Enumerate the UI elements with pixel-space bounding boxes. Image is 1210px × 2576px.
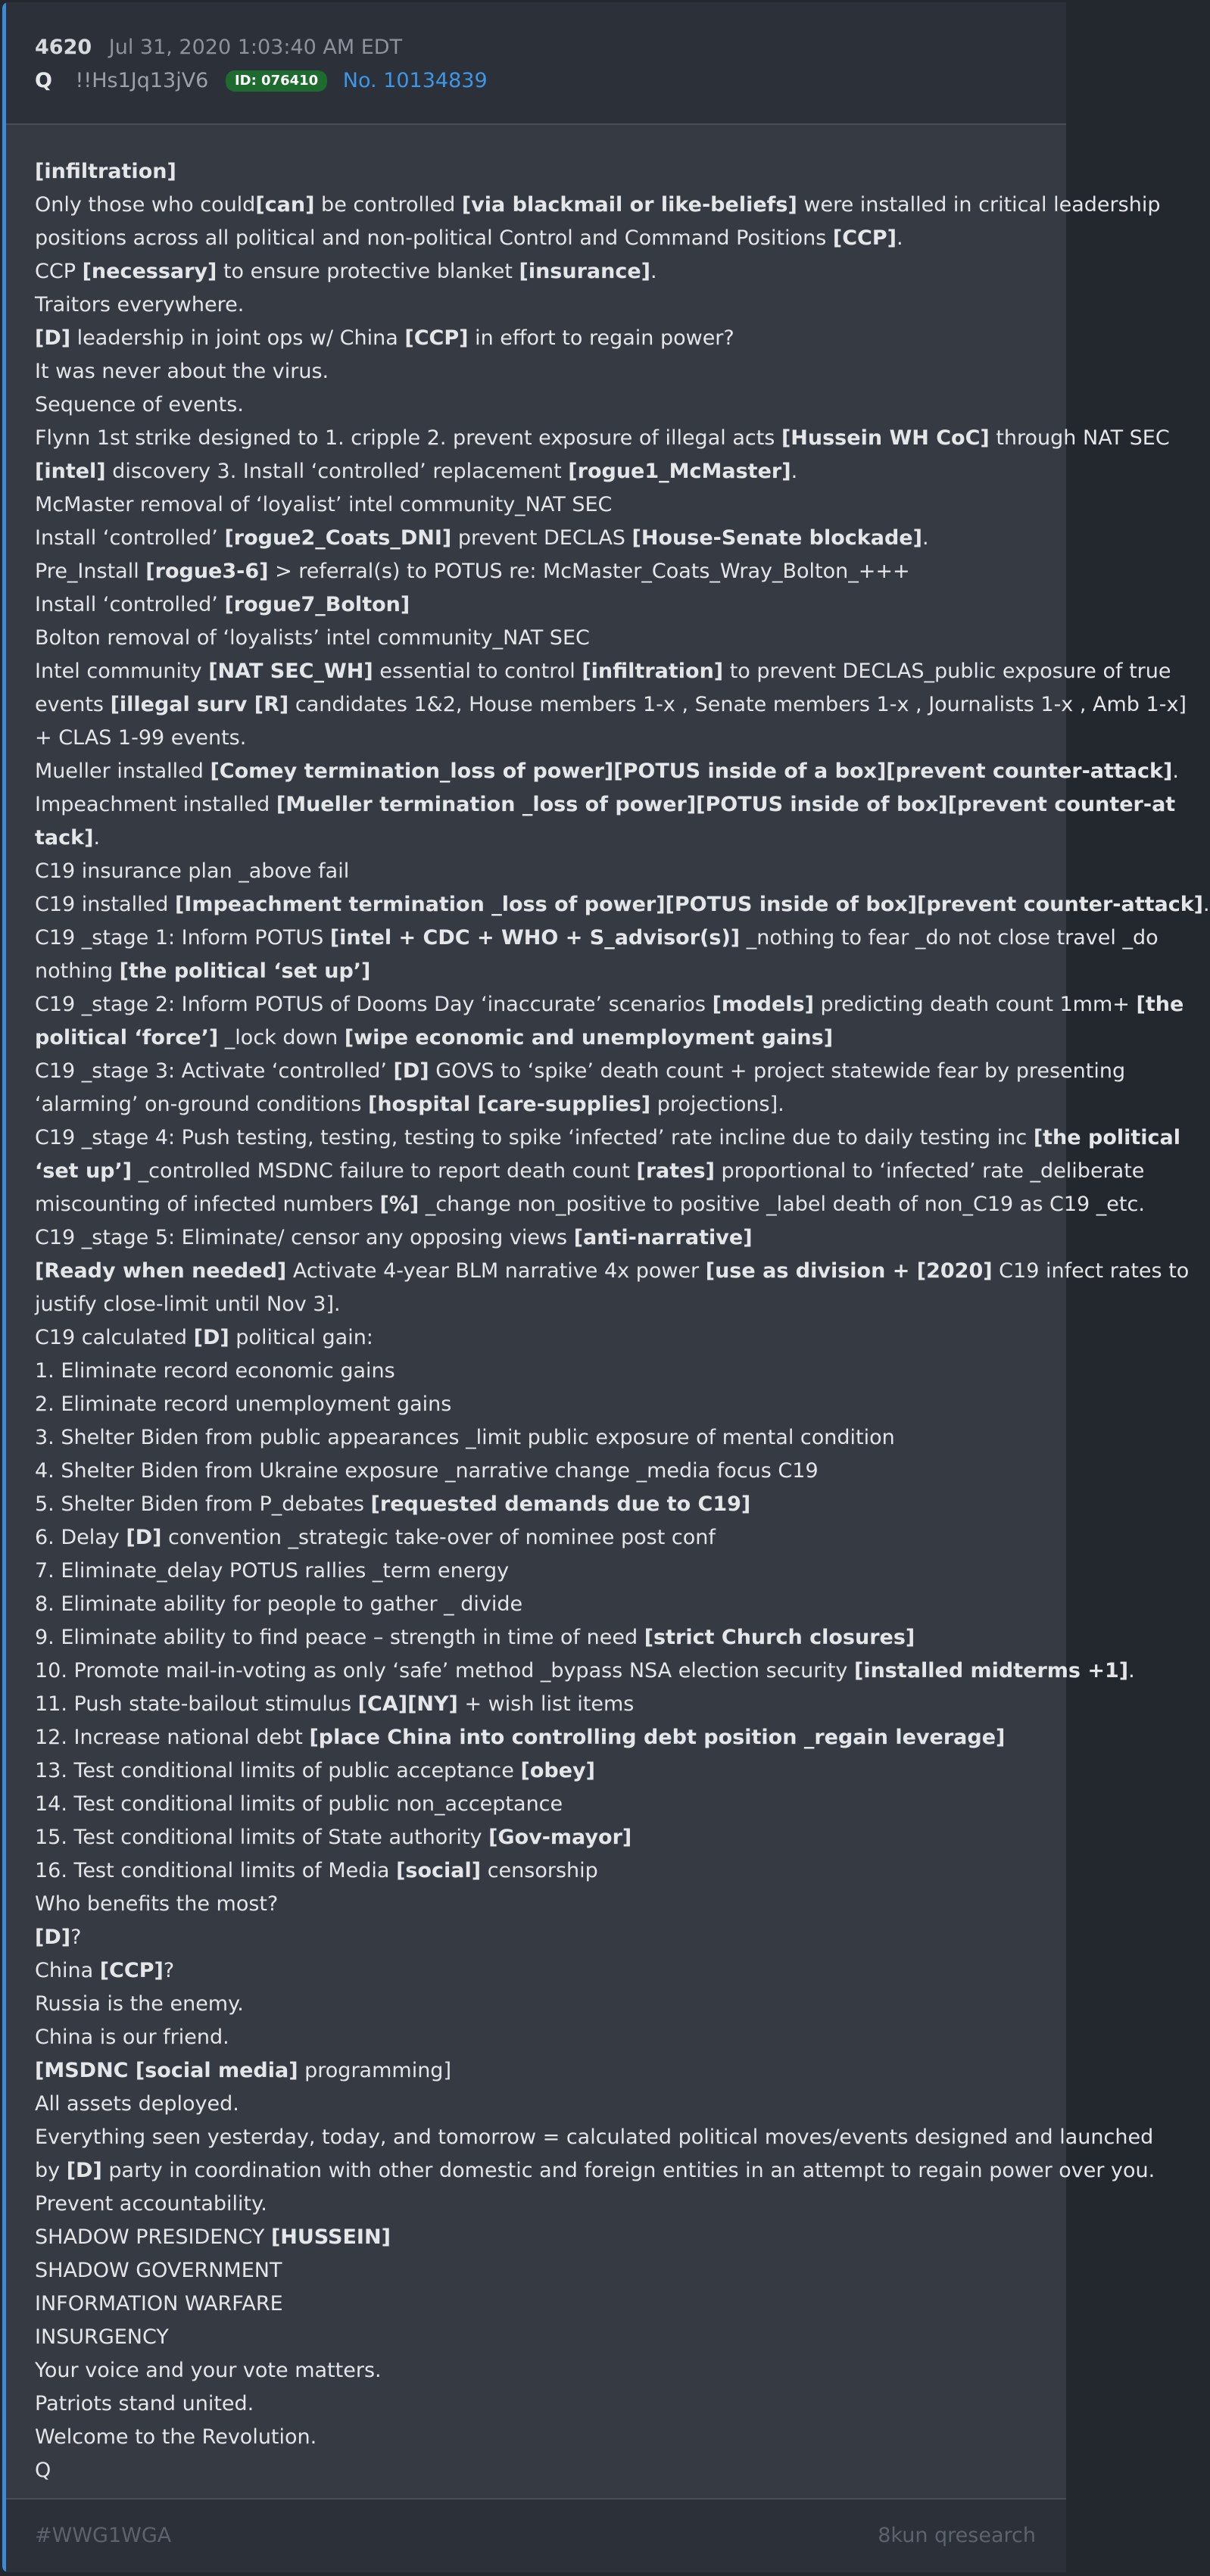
text-segment: GOVS to ‘spike’ death count + project statewide fear by presenting [429,1059,1126,1083]
bold-text-segment: [intel] [35,460,106,483]
message-line [35,2387,1049,2421]
message-line [35,1021,1049,1055]
message-line [35,2321,1049,2354]
message-line [35,1221,1049,1255]
text-segment: Q [35,2459,51,2482]
message-line [35,255,1049,288]
text-segment: _lock down [218,1026,345,1049]
text-segment: C19 _stage 5: Eliminate/ censor any opposing views [35,1226,574,1249]
message-line [35,2154,1155,2188]
message-line [35,155,1049,189]
bold-text-segment: [Mueller termination _loss of power][POTUS inside of box][prevent counter-at [276,793,1176,816]
post-body [35,155,1210,2487]
text-segment: Who benefits the most? [35,1892,279,1916]
message-line [35,655,1171,688]
message-line [35,622,1049,655]
message-line [35,1188,1145,1221]
message-line [35,422,1170,455]
bold-text-segment: [House-Senate blockade] [632,526,922,550]
text-segment: C19 installed [35,893,175,916]
text-segment: Pre_Install [35,560,146,583]
message-line [35,2354,1049,2387]
message-line [35,1088,1049,1121]
bold-text-segment: political ‘force’] [35,1026,219,1049]
text-segment: discovery 3. Install ‘controlled’ replacement [105,460,569,483]
text-segment: Traitors everywhere. [35,293,245,317]
text-segment: were installed in critical leadership [797,193,1161,217]
message-line [35,688,1187,722]
bold-text-segment: [D] [35,1926,71,1949]
author-name: Q [35,69,52,92]
text-segment: ? [163,1959,175,1982]
message-line [35,1121,1181,1155]
text-segment: 4. Shelter Biden from Ukraine exposure _narrative change _media focus C19 [35,1459,819,1483]
message-line [35,2021,1049,2054]
bold-text-segment: [the [1136,993,1184,1016]
bold-text-segment: [the political ‘set up’] [119,959,371,983]
message-line [35,955,1049,988]
bold-text-segment: [Comey termination_loss of power][POTUS inside of a box][prevent counter-attack] [210,759,1173,783]
message-line [35,555,1049,588]
bold-text-segment: [place China into controlling debt position _regain leverage] [309,1726,1006,1749]
text-segment: . [93,826,101,850]
message-line [35,2088,1049,2121]
bold-text-segment: [rogue3-6] [145,560,269,583]
message-line [35,1421,1049,1455]
text-segment: Your voice and your vote matters. [35,2359,382,2382]
post-number: 4620 [35,36,92,59]
text-segment: miscounting of infected numbers [35,1193,380,1216]
message-line [35,1255,1190,1288]
message-line [35,2454,1049,2487]
text-segment: 11. Push state-bailout stimulus [35,1692,358,1716]
message-line [35,1654,1135,1688]
bold-text-segment: [Ready when needed] [35,1259,287,1283]
text-segment: Bolton removal of ‘loyalists’ intel community_NAT SEC [35,626,590,650]
text-segment: Impeachment installed [35,793,276,816]
bold-text-segment: [HUSSEIN] [270,2225,391,2249]
message-line [35,1055,1126,1088]
text-segment: China [35,1959,100,1982]
text-segment: censorship [481,1859,598,1882]
post-meta-row [35,33,402,63]
text-segment: 10. Promote mail-in-voting as only ‘safe’ method _bypass NSA election security [35,1659,854,1683]
bold-text-segment: [illegal surv [R] [110,693,289,716]
message-line [35,1854,1049,1888]
text-segment: nothing [35,959,120,983]
text-segment: Mueller installed [35,759,211,783]
text-segment: to ensure protective blanket [217,260,519,283]
text-segment: C19 insurance plan _above fail [35,859,350,883]
message-line [35,1355,1049,1388]
bold-text-segment: [%] [379,1193,419,1216]
message-line [35,855,1049,888]
message-line [35,222,1049,255]
message-line [35,1954,1049,1988]
text-segment: . [1128,1659,1135,1683]
text-segment: Intel community [35,660,209,683]
post-link[interactable]: No. 10134839 [342,69,488,92]
text-segment: 15. Test conditional limits of State authority [35,1826,489,1849]
text-segment: to prevent DECLAS_public exposure of true [723,660,1171,683]
message-line [35,1754,1049,1788]
text-segment: justify close-limit until Nov 3]. [35,1293,341,1316]
post-header [6,2,1066,125]
text-segment: + wish list items [457,1692,635,1716]
source-board: 8kun qresearch [878,2524,1036,2547]
message-line [35,1888,1049,1921]
text-segment: 13. Test conditional limits of public acceptance [35,1759,521,1782]
message-line [35,1688,1049,1721]
text-segment: 12. Increase national debt [35,1726,310,1749]
text-segment: . [1172,759,1179,783]
text-segment: positions across all political and non-political Control and Command Positions [35,226,833,250]
text-segment: projections]. [650,1093,784,1116]
text-segment: SHADOW GOVERNMENT [35,2259,282,2282]
text-segment: Patriots stand united. [35,2392,254,2415]
message-line [35,1555,1049,1588]
bold-text-segment: ‘set up’] [35,1159,133,1183]
message-line [35,1588,1049,1621]
text-segment: by [35,2159,67,2182]
text-segment: _nothing to fear _do not close travel _do [740,926,1159,950]
bold-text-segment: [rogue1_McMaster] [568,460,791,483]
message-line [35,755,1179,788]
bold-text-segment: [infiltration] [582,660,724,683]
bold-text-segment: [obey] [520,1759,595,1782]
message-line [35,1521,1049,1555]
bold-text-segment: [infiltration] [35,160,176,183]
text-segment: 7. Eliminate_delay POTUS rallies _term energy [35,1559,510,1583]
text-segment: events [35,693,111,716]
text-segment: 8. Eliminate ability for people to gather _ divide [35,1592,523,1616]
bold-text-segment: [wipe economic and unemployment gains] [344,1026,834,1049]
message-line [35,288,1049,322]
post-card [2,2,1210,2572]
message-line [35,988,1184,1021]
message-line [35,788,1176,822]
text-segment: C19 _stage 2: Inform POTUS of Dooms Day ‘inaccurate’ scenarios [35,993,713,1016]
text-segment: proportional to ‘infected’ rate _deliberate [714,1159,1145,1183]
message-line [35,355,1049,388]
hashtag: #WWG1WGA [35,2524,172,2547]
bold-text-segment: [Hussein WH CoC] [781,426,990,450]
message-line [35,588,1049,622]
text-segment: It was never about the virus. [35,360,329,383]
text-segment: ‘alarming’ on-ground conditions [35,1093,368,1116]
text-segment: Everything seen yesterday, today, and tomorrow = calculated political moves/events designed and launched [35,2125,1154,2149]
bold-text-segment: [D] [35,326,71,350]
text-segment: CCP [35,260,83,283]
text-segment: Russia is the enemy. [35,1992,244,2016]
text-segment: . [896,226,903,250]
bold-text-segment: [D] [126,1526,162,1549]
text-segment: All assets deployed. [35,2092,239,2116]
message-line [35,388,1049,422]
message-line [35,1321,1049,1355]
text-segment: Flynn 1st strike designed to 1. cripple 2. prevent exposure of illegal acts [35,426,781,450]
bold-text-segment: [D] [66,2159,102,2182]
message-line [35,522,1049,555]
bold-text-segment: [social] [396,1859,482,1882]
message-line [35,1788,1049,1821]
text-segment: China is our friend. [35,2026,229,2049]
text-segment: C19 _stage 1: Inform POTUS [35,926,330,950]
text-segment: Prevent accountability. [35,2192,267,2216]
message-line [35,2054,1049,2088]
text-segment: Install ‘controlled’ [35,526,225,550]
text-segment: 2. Eliminate record unemployment gains [35,1392,452,1416]
bold-text-segment: [the political [1033,1126,1181,1149]
message-line [35,2121,1154,2154]
bold-text-segment: tack] [35,826,94,850]
bold-text-segment: [via blackmail or like-beliefs] [461,193,797,217]
bold-text-segment: [requested demands due to C19] [370,1492,751,1516]
text-segment: Install ‘controlled’ [35,593,225,616]
text-segment: . [791,460,798,483]
bold-text-segment: [insurance] [519,260,651,283]
bold-text-segment: [installed midterms +1] [853,1659,1129,1683]
text-segment: C19 _stage 3: Activate ‘controlled’ [35,1059,394,1083]
message-line [35,488,1049,522]
text-segment: 9. Eliminate ability to find peace – strength in time of need [35,1626,644,1649]
text-segment: prevent DECLAS [451,526,632,550]
message-line [35,1288,1049,1321]
message-line [35,1155,1145,1188]
text-segment: . [1203,893,1210,916]
message-line [35,2221,1049,2254]
bold-text-segment: [D] [393,1059,429,1083]
bold-text-segment: [CA][NY] [357,1692,458,1716]
message-line [35,455,1049,488]
text-segment: SHADOW PRESIDENCY [35,2225,271,2249]
text-segment: candidates 1&2, House members 1-x , Senate members 1-x , Journalists 1-x , Amb 1-x] [288,693,1187,716]
bold-text-segment: [anti-narrative] [573,1226,753,1249]
bold-text-segment: [Gov-mayor] [488,1826,632,1849]
text-segment: _controlled MSDNC failure to report death count [132,1159,637,1183]
message-line [35,2254,1049,2288]
message-line [35,888,1210,922]
text-segment: party in coordination with other domestic and foreign entities in an attempt to regain power over you. [101,2159,1155,2182]
message-line [35,1621,1049,1654]
message-line [35,922,1159,955]
text-segment: in effort to regain power? [468,326,734,350]
message-line [35,1455,1049,1488]
text-segment: 3. Shelter Biden from public appearances _limit public exposure of mental condition [35,1426,895,1449]
text-segment: 5. Shelter Biden from P_debates [35,1492,371,1516]
message-line [35,2288,1049,2321]
text-segment: programming] [298,2059,451,2082]
text-segment: Only those who could [35,193,256,217]
text-segment: ? [70,1926,82,1949]
bold-text-segment: [rogue7_Bolton] [224,593,410,616]
message-line [35,1821,1049,1854]
text-segment: Sequence of events. [35,393,244,416]
text-segment: INFORMATION WARFARE [35,2292,283,2316]
text-segment: _change non_positive to positive _label death of non_C19 as C19 _etc. [419,1193,1145,1216]
text-segment: INSURGENCY [35,2325,169,2349]
bold-text-segment: [D] [193,1326,229,1349]
text-segment: > referral(s) to POTUS re: McMaster_Coats_Wray_Bolton_+++ [268,560,910,583]
bold-text-segment: [CCP] [99,1959,164,1982]
message-line [35,1988,1049,2021]
message-line [35,1721,1049,1754]
bold-text-segment: [hospital [care-supplies] [368,1093,651,1116]
bold-text-segment: [can] [255,193,315,217]
text-segment: 14. Test conditional limits of public non_acceptance [35,1792,563,1816]
bold-text-segment: [CCP] [404,326,469,350]
message-line [35,722,1049,755]
message-line [35,322,1049,355]
text-segment: Welcome to the Revolution. [35,2425,317,2449]
text-segment: predicting death count 1mm+ [813,993,1137,1016]
text-segment: 1. Eliminate record economic gains [35,1359,395,1383]
tripcode: !!Hs1Jq13jV6 [75,69,209,92]
user-id-badge: ID: 076410 [226,70,327,92]
bold-text-segment: [rates] [636,1159,715,1183]
bold-text-segment: [use as division + [2020] [705,1259,993,1283]
post-author-row [35,66,488,96]
text-segment: . [922,526,929,550]
text-segment: leadership in joint ops w/ China [70,326,405,350]
text-segment: 16. Test conditional limits of Media [35,1859,397,1882]
bold-text-segment: [CCP] [832,226,897,250]
text-segment: + CLAS 1-99 events. [35,726,247,750]
text-segment: C19 infect rates to [992,1259,1190,1283]
text-segment: convention _strategic take-over of nominee post conf [161,1526,716,1549]
message-line [35,189,1161,222]
message-line [35,2421,1049,2454]
bold-text-segment: [intel + CDC + WHO + S_advisor(s)] [329,926,741,950]
message-line [35,2188,1049,2221]
text-segment: political gain: [229,1326,373,1349]
bold-text-segment: [necessary] [82,260,217,283]
message-line [35,1488,1049,1521]
bold-text-segment: [rogue2_Coats_DNI] [224,526,452,550]
bold-text-segment: [NAT SEC_WH] [208,660,373,683]
bold-text-segment: [strict Church closures] [644,1626,915,1649]
message-line [35,1388,1049,1421]
text-segment: C19 _stage 4: Push testing, testing, testing to spike ‘infected’ rate incline due to daily testing inc [35,1126,1034,1149]
text-segment: through NAT SEC [989,426,1170,450]
text-segment: essential to control [373,660,582,683]
text-segment: be controlled [314,193,462,217]
post-footer [6,2498,1066,2572]
post-date: Jul 31, 2020 1:03:40 AM EDT [108,36,403,59]
text-segment: C19 calculated [35,1326,194,1349]
bold-text-segment: [models] [712,993,814,1016]
bold-text-segment: [Impeachment termination _loss of power][POTUS inside of box][prevent counter-attack] [174,893,1204,916]
text-segment: Activate 4-year BLM narrative 4x power [286,1259,706,1283]
text-segment: . [650,260,657,283]
text-segment: McMaster removal of ‘loyalist’ intel community_NAT SEC [35,493,613,516]
message-line [35,822,1049,855]
bold-text-segment: [MSDNC [social media] [35,2059,298,2082]
message-line [35,1921,1049,1954]
text-segment: 6. Delay [35,1526,126,1549]
